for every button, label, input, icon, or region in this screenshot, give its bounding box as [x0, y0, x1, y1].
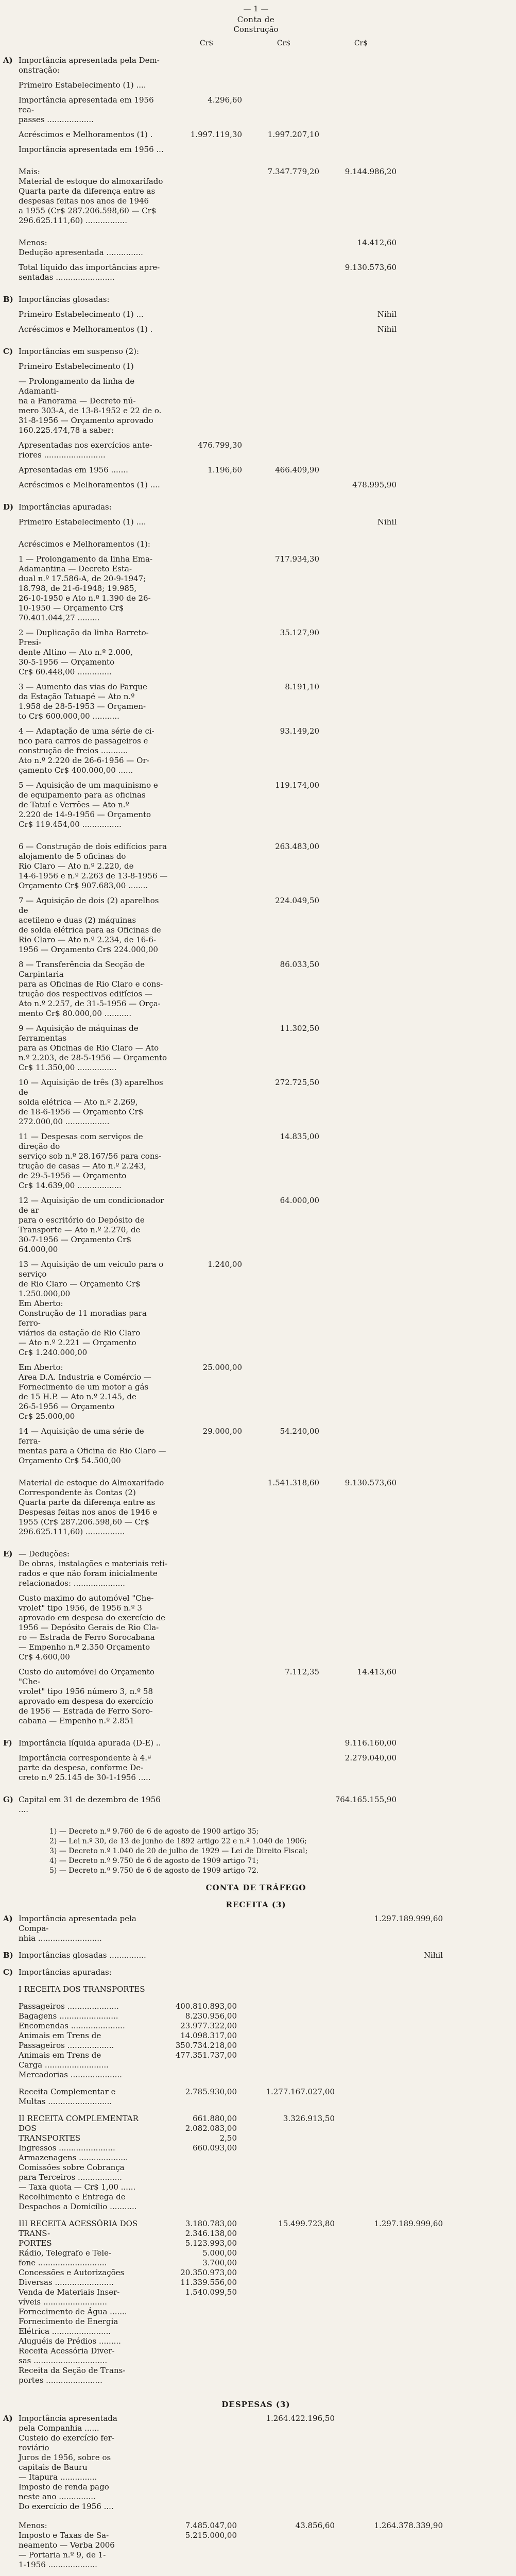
amount-col-3: 1.297.189.999,60 — [374, 2219, 443, 2228]
account-line — [3, 726, 509, 775]
column-headers — [3, 39, 509, 48]
line-label: D) — [3, 502, 14, 512]
line-text: Importâncias apuradas: — [19, 1968, 112, 1977]
line-text: Primeiro Estabelecimento (1) — [19, 362, 134, 371]
line-text: Importâncias em suspenso (2): — [19, 347, 140, 356]
amount-col-2: 64.000,00 — [280, 1196, 319, 1205]
line-label: B) — [3, 295, 13, 304]
amount-col-2: 15.499.723,80 — [278, 2219, 335, 2228]
line-text: Importância apresentada em 1956 ... — [19, 145, 164, 154]
amount-col-2: 1.264.422.196,50 — [266, 2414, 335, 2423]
amount-col-2: 3.326.913,50 — [283, 2114, 335, 2123]
decree-note: 3) — Decreto n.º 1.040 de 20 de julho de 1929 — Lei de Direito Fiscal; — [49, 1847, 308, 1855]
decree-note: 5) — Decreto n.º 9.750 de 6 de agosto de 1909 artigo 72. — [49, 1867, 259, 1875]
line-text: 10 — Aquisição de três (3) aparelhos de solda elétrica — Ato n.º 2.269, de 18-6-1956 — Orçamento Cr$ 272.000,00 .................. — [19, 1078, 163, 1126]
line-text: Receita Complementar e Multas .......................... — [19, 2087, 116, 2106]
account-section — [3, 167, 509, 231]
account-line — [3, 2002, 509, 2080]
account-line — [3, 263, 509, 282]
construction-account — [3, 56, 509, 1820]
document-title: Conta de — [237, 15, 275, 24]
line-label: A) — [3, 1914, 13, 1923]
amount-col-3: 9.130.573,60 — [345, 1478, 397, 1487]
account-line — [3, 517, 509, 527]
line-label: E) — [3, 1549, 13, 1558]
line-text: Custo do automóvel do Orçamento "Che- vrolet" tipo 1956 número 3, n.º 58 aprovado em despesa do exercício de 1956 — Estrada de Ferro Soro- cabana — Empenho n.º 2.851 — [19, 1667, 154, 1725]
line-text: Acréscimos e Melhoramentos (1) .... — [19, 480, 160, 489]
amount-col-1: 3.180.783,00 2.346.138,00 5.123.993,00 5.000,00 3.700,00 20.350.973,00 11.339.556,00 1.540.099,50 — [180, 2219, 237, 2297]
line-text: — Prolongamento da linha de Adamanti- na a Panorama — Decreto nú- mero 303-A, de 13-8-1952 e 22 de o. 31-8-1956 — Orçamento aprovado 160.225.474,78 a saber: — [19, 377, 162, 435]
line-label: G) — [3, 1795, 13, 1804]
account-line — [3, 480, 509, 490]
amount-col-3: 478.995,90 — [352, 480, 397, 489]
amount-col-3: 2.279.040,00 — [345, 1753, 397, 1762]
amount-col-3: 9.130.573,60 — [345, 263, 397, 272]
traffic-account-title: CONTA DE TRÁFEGO — [205, 1883, 306, 1892]
account-line — [3, 238, 509, 258]
decree-note: 4) — Decreto n.º 9.750 de 6 de agosto de 1909 artigo 71; — [49, 1857, 259, 1865]
amount-col-1: 2.785.930,00 — [185, 2087, 237, 2096]
line-text: 8 — Transferência da Secção de Carpintaria para as Oficinas de Rio Claro e cons- trução dos respectivos edifícios — Ato n.º 2.257, de 31-5-1956 — Orça- mento Cr$ 80.000,00 ........... — [19, 960, 163, 1018]
line-text: Importância apresentada pela Companhia ...... Custeio do exercício fer- roviário Juros de 1956, sobre os capitais de Bauru — Itapura ............... Imposto de renda pago neste ano ............... Do exercício de 1956 .... — [19, 2414, 117, 2511]
amount-col-2: 466.409,90 — [275, 465, 319, 474]
account-line — [3, 56, 509, 75]
column-header: Cr$ — [277, 39, 291, 47]
line-text: Acréscimos e Melhoramentos (1) . — [19, 325, 153, 334]
amount-col-3: 9.144.986,20 — [345, 167, 397, 176]
account-line — [3, 2521, 509, 2570]
account-line — [3, 2219, 509, 2385]
line-text: Apresentadas em 1956 ....... — [19, 465, 128, 474]
account-line — [3, 539, 509, 549]
line-text: Capital em 31 de dezembro de 1956 .... — [19, 1795, 163, 1814]
line-text: 7 — Aquisição de dois (2) aparelhos de acetileno e duas (2) máquinas de solda elétrica para as Oficinas de Rio Claro — Ato n.º 2.234, de 16-6- 1956 — Orçamento Cr$ 224.000,00 — [19, 896, 161, 954]
account-line — [3, 842, 509, 891]
amount-col-3: Nihil — [377, 325, 397, 334]
amount-col-2: 224.049,50 — [275, 896, 319, 905]
amount-col-3: Nihil — [377, 310, 397, 319]
account-line — [3, 896, 509, 955]
line-text: Importância correspondente à 4.ª parte da despesa, conforme De- creto n.º 25.145 de 30-1-1956 ..... — [19, 1753, 151, 1782]
amount-col-2: 1.997.207,10 — [267, 130, 319, 139]
line-text: Importâncias apuradas: — [19, 502, 112, 512]
amount-col-2: 7.112,35 — [285, 1667, 319, 1676]
amount-col-1: 4.296,60 — [208, 95, 242, 105]
account-line — [3, 1753, 509, 1783]
account-section — [3, 539, 509, 835]
decree-note: 1) — Decreto n.º 9.760 de 6 de agosto de 1900 artigo 35; — [49, 1827, 259, 1836]
amount-col-1: 1.240,00 — [208, 1260, 242, 1269]
account-line — [3, 1549, 509, 1588]
account-line — [3, 554, 509, 623]
account-line — [3, 1968, 509, 1977]
amount-col-2: 43.856,60 — [295, 2521, 335, 2530]
account-line — [3, 1132, 509, 1191]
amount-col-2: 272.725,50 — [275, 1078, 319, 1087]
account-line — [3, 1427, 509, 1466]
account-line — [3, 362, 509, 371]
account-section — [3, 56, 509, 160]
amount-col-2: 119.174,00 — [275, 781, 319, 790]
amount-col-3: 14.412,60 — [357, 238, 397, 247]
account-line — [3, 167, 509, 226]
line-text: 13 — Aquisição de um veículo para o serviço de Rio Claro — Orçamento Cr$ 1.250.000,00 Em Aberto: Construção de 11 moradias para ferro- viários da estação de Rio Claro — Ato n.º 2.221 — Orçamento Cr$ 1.240.000,00 — [19, 1260, 164, 1357]
line-text: 9 — Aquisição de máquinas de ferramentas para as Oficinas de Rio Claro — Ato n.º 2.203, de 28-5-1956 — Orçamento Cr$ 11.350,00 ................ — [19, 1024, 167, 1072]
revenue-title: RECEITA (3) — [226, 1900, 286, 1909]
account-section — [3, 842, 509, 1471]
account-line — [3, 2087, 509, 2107]
amount-col-2: 1.541.318,60 — [267, 1478, 319, 1487]
amount-col-1: 661.880,00 2.082.083,00 2,50 660.093,00 — [185, 2114, 237, 2153]
line-text: 1 — Prolongamento da linha Ema- Adamantina — Decreto Esta- dual n.º 17.586-A, de 20-9-1947; 18.798, de 21-6-1948; 19.985, 26-10-1950 e Ato n.º 1.390 de 26- 10-1950 — Orçamento Cr$ 70.401.044,27 ......... — [19, 554, 153, 622]
expense-title: DESPESAS (3) — [221, 2400, 290, 2409]
line-text: Acréscimos e Melhoramentos (1): — [19, 539, 150, 549]
line-label: A) — [3, 56, 13, 65]
amount-col-2: 11.302,50 — [280, 1024, 319, 1033]
account-line — [3, 1024, 509, 1073]
account-line — [3, 325, 509, 334]
line-text: Menos: Dedução apresentada ............... — [19, 238, 143, 257]
amount-col-2: 263.483,00 — [275, 842, 319, 851]
account-line — [3, 1260, 509, 1358]
account-line — [3, 1478, 509, 1537]
account-line — [3, 1667, 509, 1726]
amount-col-1: 7.485.047,00 5.215.000,00 — [185, 2521, 237, 2540]
line-label: C) — [3, 347, 13, 356]
amount-col-2: 1.277.167.027,00 — [266, 2087, 335, 2096]
account-line — [3, 781, 509, 829]
amount-col-2: 14.835,00 — [280, 1132, 319, 1141]
document-subtitle: Construção — [233, 25, 279, 34]
amount-col-1: 25.000,00 — [202, 1363, 242, 1372]
line-text: Importância apresentada pela Dem- onstração: — [19, 56, 160, 75]
line-text: 3 — Aumento das vias do Parque da Estação Tatuapé — Ato n.º 1.958 de 28-5-1953 — Orçamen- to Cr$ 600.000,00 ........... — [19, 682, 147, 721]
line-text: Apresentadas nos exercícios ante- riores ......................... — [19, 440, 152, 460]
account-section — [3, 238, 509, 287]
page-number: — 1 — — [243, 4, 269, 13]
amount-col-2: 86.033,50 — [280, 960, 319, 969]
account-line — [3, 682, 509, 721]
line-label: C) — [3, 1968, 13, 1977]
line-text: Custo maximo do automóvel "Che- vrolet" tipo 1956, de 1956 n.º 3 aprovado em despesa do exercício de 1956 — Depósito Gerais de Rio Cla- ro — Estrada de Ferro Sorocabana — Empenho n.º 2.350 Orçamento Cr$ 4.600,00 — [19, 1594, 165, 1662]
line-text: III RECEITA ACESSÓRIA DOS TRANS- PORTES Rádio, Telegrafo e Tele- fone ............................ Concessões e Autorizações Diversas ........................ Venda de Materiais Inser- víveis .......................... Fornecimento de Água ....... Fornecimento de Energia Elétrica ........................ Aluguéis de Prédios ......... Receita Acessória Diver- sas .............................. Receita da Seção de Trans- portes ....................... — [19, 2219, 138, 2385]
line-text: 4 — Adaptação de uma série de ci- nco para carros de passageiros e construção de freios ........... Ato n.º 2.220 de 26-6-1956 — Or- çamento Cr$ 400.000,00 ...... — [19, 726, 154, 775]
account-line — [3, 465, 509, 475]
account-line — [3, 347, 509, 357]
decree-notes — [3, 1827, 509, 1876]
account-line — [3, 960, 509, 1019]
line-text: Importâncias glosadas: — [19, 295, 110, 304]
account-line — [3, 295, 509, 304]
account-section — [3, 1478, 509, 1542]
amount-col-2: 35.127,90 — [280, 628, 319, 637]
line-text: 12 — Aquisição de um condicionador de ar para o escritório do Depósito de Transporte — Ato n.º 2.270, de 30-7-1956 — Orçamento Cr$ 64.000,00 — [19, 1196, 164, 1254]
account-line — [3, 1594, 509, 1662]
line-text: Primeiro Estabelecimento (1) .... — [19, 517, 146, 527]
line-text: Importância apresentada pela Compa- nhia .......................... — [19, 1914, 136, 1943]
amount-col-1: 400.810.893,00 8.230.956,00 23.977.322,00 14.098.317,00 350.734.218,00 477.351.737,00 — [175, 2002, 237, 2060]
account-section — [3, 502, 509, 532]
account-line — [3, 502, 509, 512]
line-text: 2 — Duplicação da linha Barreto-Presi- dente Altino — Ato n.º 2.000, 30-5-1956 — Orçamento Cr$ 60.448,00 .............. — [19, 628, 149, 676]
account-line — [3, 1795, 509, 1815]
amount-col-3: 14.413,60 — [357, 1667, 397, 1676]
amount-col-3: 9.116.160,00 — [345, 1738, 397, 1748]
account-line — [3, 1196, 509, 1255]
amount-col-3: Nihil — [423, 1951, 443, 1960]
amount-col-3: 1.264.378.339,90 — [374, 2521, 443, 2530]
account-line — [3, 80, 509, 90]
line-text: 14 — Aquisição de uma série de ferra- mentas para a Oficina de Rio Claro — Orçamento Cr$ 54.500,00 — [19, 1427, 166, 1465]
account-section — [3, 295, 509, 340]
line-text: Primeiro Estabelecimento (1) .... — [19, 80, 146, 90]
account-section — [3, 347, 509, 495]
account-line — [3, 2114, 509, 2212]
amount-col-2: 54.240,00 — [280, 1427, 319, 1436]
amount-col-2: 93.149,20 — [280, 726, 319, 736]
line-text: Acréscimos e Melhoramentos (1) . — [19, 130, 153, 139]
account-line — [3, 1078, 509, 1127]
amount-col-1: 1.196,60 — [208, 465, 242, 474]
account-line — [3, 2414, 509, 2512]
account-section — [3, 1549, 509, 1731]
line-label: B) — [3, 1951, 13, 1960]
line-text: Importância apresentada em 1956 rea- passes ................... — [19, 95, 154, 124]
decree-note: 2) — Lei n.º 30, de 13 de junho de 1892 artigo 22 e n.º 1.040 de 1906; — [49, 1837, 307, 1845]
amount-col-2: 717.934,30 — [275, 554, 319, 564]
account-line — [3, 377, 509, 435]
line-text: Importância líquida apurada (D-E) .. — [19, 1738, 161, 1748]
amount-col-1: 476.799,30 — [198, 440, 242, 450]
account-line — [3, 628, 509, 677]
column-header: Cr$ — [354, 39, 368, 47]
line-text: Total líquido das importâncias apre- sentadas ........................ — [19, 263, 160, 282]
account-line — [3, 95, 509, 125]
account-line — [3, 145, 509, 155]
amount-col-3: Nihil — [377, 517, 397, 527]
line-text: Menos: Imposto e Taxas de Sa- neamento — Verba 2006 — Portaria n.º 9, de 1- 1-1956 .................... — [19, 2521, 115, 2569]
amount-col-3: 1.297.189.999,60 — [374, 1914, 443, 1923]
amount-col-2: 7.347.779,20 — [267, 167, 319, 176]
account-line — [3, 1951, 509, 1960]
line-text: 6 — Construção de dois edifícios para alojamento de 5 oficinas do Rio Claro — Ato n.º 2.220, de 14-6-1956 e n.º 2.263 de 13-8-1956 — Orçamento Cr$ 907.683,00 ........ — [19, 842, 168, 890]
line-text: II RECEITA COMPLEMENTAR DOS TRANSPORTES Ingressos ....................... Armazenagens .................... Comissões sobre Cobrança para Terceiros .................. — Taxa quota — Cr$ 1,00 ...... Recolhimento e Entrega de Despachos a Domicílio ........... — [19, 2114, 139, 2211]
amount-col-1: 1.997.119,30 — [190, 130, 242, 139]
line-text: — Deduções: De obras, instalações e materiais reti- rados e que não foram inicialmente relacionados: ..................... — [19, 1549, 168, 1588]
line-text: Em Aberto: Area D.A. Industria e Comércio — Fornecimento de um motor a gás de 15 H.P. — Ato n.º 2.145, de 26-5-1956 — Orçamento Cr$ 25.000,00 — [19, 1363, 151, 1421]
account-section — [3, 1795, 509, 1820]
line-text: Mais: Material de estoque do almoxarifado Quarta parte da diferença entre as despesas feitas nos anos de 1946 a 1955 (Cr$ 287.206.598,60 — Cr$ 296.625.111,60) ................. — [19, 167, 163, 225]
amount-col-2: 8.191,10 — [285, 682, 319, 691]
account-line — [3, 1738, 509, 1748]
account-line — [3, 1985, 509, 1994]
line-label: A) — [3, 2414, 13, 2423]
account-section — [3, 1738, 509, 1788]
line-text: Material de estoque do Almoxarifado Correspondente às Contas (2) Quarta parte da diferença entre as Despesas feitas nos anos de 1946 e 1955 (Cr$ 287.206.598,60 — Cr$ 296.625.111,60) ................ — [19, 1478, 164, 1536]
account-line — [3, 440, 509, 460]
amount-col-3: 764.165.155,90 — [335, 1795, 397, 1804]
account-line — [3, 1914, 509, 1943]
line-label: F) — [3, 1738, 12, 1748]
line-text: I RECEITA DOS TRANSPORTES — [19, 1985, 145, 1994]
revenue-section — [3, 1914, 509, 2393]
expense-section — [3, 2414, 509, 2576]
column-header: Cr$ — [199, 39, 214, 47]
account-line — [3, 310, 509, 319]
line-text: Passageiros ..................... Bagagens ........................ Encomendas ...................... Animais em Trens de Passageiros ................... Animais em Trens de Carga .......................... Mercadorias ..................... — [19, 2002, 125, 2079]
account-line — [3, 1363, 509, 1421]
line-text: 11 — Despesas com serviços de direção do serviço sob n.º 28.167/56 para cons- trução de casas — Ato n.º 2.243, de 29-5-1956 — Orçamento Cr$ 14.639,00 .................. — [19, 1132, 162, 1190]
amount-col-1: 29.000,00 — [202, 1427, 242, 1436]
line-text: Primeiro Estabelecimento (1) ... — [19, 310, 144, 319]
line-text: 5 — Aquisição de um maquinismo e de equipamento para as oficinas de Tatuí e Verrões — Ato n.º 2.220 de 14-9-1956 — Orçamento Cr$ 119.454,00 ................ — [19, 781, 158, 829]
account-line — [3, 130, 509, 140]
line-text: Importâncias glosadas ............... — [19, 1951, 146, 1960]
